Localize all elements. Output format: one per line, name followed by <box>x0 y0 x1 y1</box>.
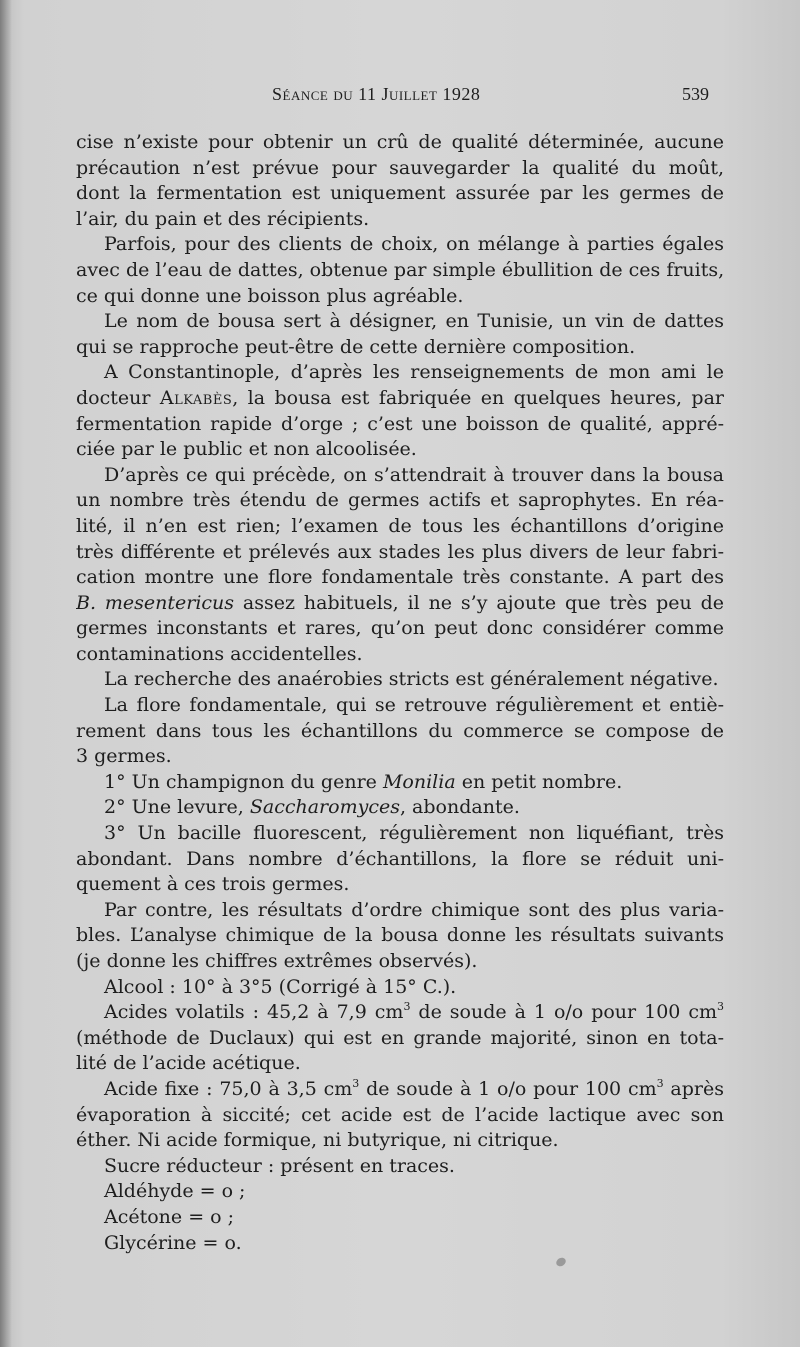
running-head <box>0 84 800 110</box>
text-line: cation montre une flore fondamentale très constante. A part des <box>76 566 724 589</box>
body-text <box>76 130 724 1256</box>
line-segment: Acides volatils : 45,2 à 7,9 cm <box>104 1001 404 1024</box>
species-name: B. mesentericus <box>76 591 235 614</box>
page-spine-shadow <box>0 0 12 1347</box>
superscript: 3 <box>717 1000 724 1014</box>
line-segment: assez habituels, il ne s’y ajoute que très peu de <box>234 591 724 614</box>
text-line: évaporation à siccité; cet acide est de l’acide lactique avec son <box>76 1103 724 1126</box>
text-line: (je donne les chiffres extrêmes observés). <box>76 950 478 972</box>
superscript: 3 <box>352 1076 360 1090</box>
fixed-acid-result <box>76 1077 724 1103</box>
germ-list-item <box>76 770 724 796</box>
text-line: (méthode de Duclaux) qui est en grande majorité, sinon en tota- <box>76 1026 724 1049</box>
line-segment: en petit nombre. <box>455 770 623 793</box>
germ-list-item: 3° Un bacille fluorescent, régulièrement non liquéfiant, très <box>104 822 724 845</box>
text-line: Le nom de bousa sert à désigner, en Tunisie, un vin de dattes <box>104 310 724 333</box>
volatile-acids-result <box>76 1000 724 1026</box>
genus-name: Saccharomyces <box>249 796 400 819</box>
glycerine-result: Glycérine = o. <box>104 1231 242 1254</box>
paper-fleck <box>555 1256 568 1268</box>
text-line: fermentation rapide d’orge ; c’est une boisson de qualité, appré- <box>76 412 724 435</box>
text-line: Par contre, les résultats d’ordre chimique sont des plus varia- <box>104 898 724 921</box>
page-number: 539 <box>682 84 709 104</box>
text-line: A Constantinople, d’après les renseignements de mon ami le <box>104 361 724 384</box>
sugar-result: Sucre réducteur : présent en traces. <box>104 1154 455 1177</box>
acetone-result: Acétone = o ; <box>104 1205 235 1228</box>
text-line: ciée par le public et non alcoolisée. <box>76 438 417 461</box>
line-segment: , la bousa est fabriquée en quelques heures, par <box>232 386 724 409</box>
text-line: qui se rapproche peut-être de cette dernière composition. <box>76 335 636 358</box>
text-line: ce qui donne une boisson plus agréable. <box>76 284 464 307</box>
line-segment: de soude à 1 o/o pour 100 cm <box>410 1001 717 1024</box>
text-line <box>76 591 724 617</box>
text-line: La flore fondamentale, qui se retrouve régulièrement et entiè- <box>104 694 724 717</box>
text-line: La recherche des anaérobies stricts est généralement négative. <box>104 668 719 691</box>
alcohol-result: Alcool : 10° à 3°5 (Corrigé à 15° C.). <box>104 975 457 998</box>
text-line: Parfois, pour des clients de choix, on mélange à parties égales <box>104 233 724 256</box>
line-segment: 2° Une levure, <box>104 796 250 819</box>
line-segment: docteur <box>76 386 151 409</box>
superscript: 3 <box>403 1000 411 1014</box>
text-line: quement à ces trois germes. <box>76 873 350 896</box>
text-line: D’après ce qui précède, on s’attendrait à trouver dans la bousa <box>104 463 724 486</box>
text-line: avec de l’eau de dattes, obtenue par simple ébullition de ces fruits, <box>76 258 724 281</box>
text-line: contaminations accidentelles. <box>76 642 363 665</box>
genus-name: Monilia <box>382 770 456 793</box>
text-line <box>76 386 724 412</box>
text-line: cise n’existe pour obtenir un crû de qualité déterminée, aucune <box>76 131 724 153</box>
line-segment: , abondante. <box>399 796 520 819</box>
aldehyde-result: Aldéhyde = o ; <box>104 1180 246 1203</box>
line-segment: 1° Un champignon du genre <box>104 770 383 793</box>
text-line: bles. L’analyse chimique de la bousa donne les résultats suivants <box>76 924 724 947</box>
line-segment: Acide fixe : 75,0 à 3,5 cm <box>104 1077 353 1100</box>
author-name: Alkabès <box>159 386 233 409</box>
line-segment: après <box>663 1077 724 1100</box>
text-line: éther. Ni acide formique, ni butyrique, ni citrique. <box>76 1129 559 1152</box>
text-line: un nombre très étendu de germes actifs et saprophytes. En réa- <box>76 489 724 512</box>
running-title: Séance du 11 Juillet 1928 <box>272 84 481 104</box>
text-line: lité de l’acide acétique. <box>76 1052 301 1075</box>
text-line: dont la fermentation est uniquement assurée par les germes de <box>76 182 724 205</box>
superscript: 3 <box>656 1076 664 1090</box>
text-line: abondant. Dans nombre d’échantillons, la flore se réduit uni- <box>76 847 724 870</box>
germ-list-item <box>76 795 724 821</box>
text-line: germes inconstants et rares, qu’on peut donc considérer comme <box>76 617 724 640</box>
line-segment: de soude à 1 o/o pour 100 cm <box>359 1077 657 1100</box>
text-line: lité, il n’en est rien; l’examen de tous les échantillons d’origine <box>76 514 724 537</box>
text-line: rement dans tous les échantillons du commerce se compose de <box>76 719 724 742</box>
text-line: très différente et prélevés aux stades les plus divers de leur fabri- <box>76 540 724 563</box>
text-line: précaution n’est prévue pour sauvegarder la qualité du moût, <box>76 156 724 179</box>
text-line: l’air, du pain et des récipients. <box>76 207 370 230</box>
text-line: 3 germes. <box>76 745 172 768</box>
